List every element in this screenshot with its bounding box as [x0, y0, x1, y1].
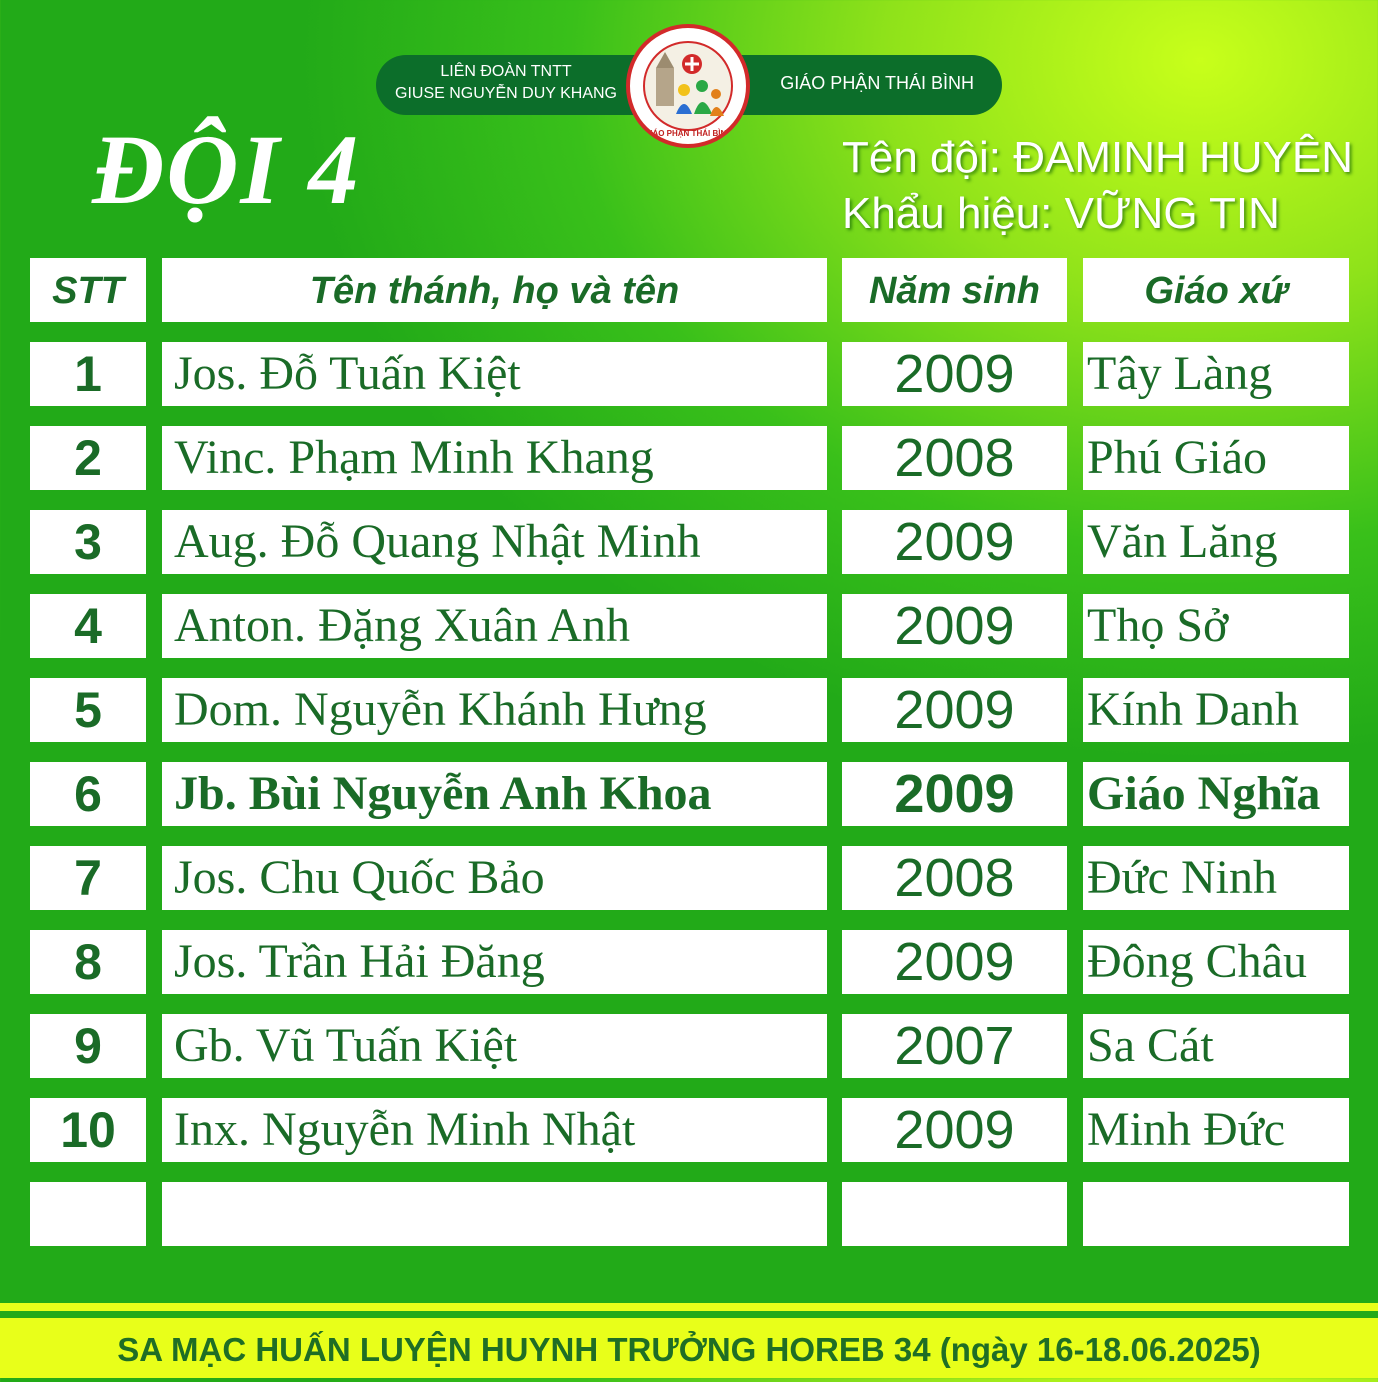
header-name: Tên thánh, họ và tên [162, 258, 827, 322]
team-slogan: Khẩu hiệu: VỮNG TIN [842, 189, 1280, 238]
federation-line-1: LIÊN ĐOÀN TNTT [440, 63, 572, 80]
row-7-parish: Đức Ninh [1083, 846, 1349, 910]
team-info [842, 130, 1353, 242]
row-6-parish: Giáo Nghĩa [1083, 762, 1349, 826]
row-9-parish: Sa Cát [1083, 1014, 1349, 1078]
row-11-stt [30, 1182, 146, 1246]
row-10-parish: Minh Đức [1083, 1098, 1349, 1162]
row-6-year: 2009 [842, 762, 1067, 826]
row-1-parish: Tây Làng [1083, 342, 1349, 406]
row-4-parish: Thọ Sở [1083, 594, 1349, 658]
row-2-stt: 2 [30, 426, 146, 490]
header-parish: Giáo xứ [1083, 258, 1349, 322]
row-8-parish: Đông Châu [1083, 930, 1349, 994]
logo-caption: GIÁO PHẬN THÁI BÌNH [644, 129, 732, 138]
row-5-year: 2009 [842, 678, 1067, 742]
federation-line-2: GIUSE NGUYỄN DUY KHANG [395, 85, 617, 102]
event-footer: SA MẠC HUẤN LUYỆN HUYNH TRƯỞNG HOREB 34 (ngày 16-18.06.2025) [0, 1318, 1378, 1378]
row-3-stt: 3 [30, 510, 146, 574]
footer-divider [0, 1303, 1378, 1311]
diocese-name: GIÁO PHẬN THÁI BÌNH [780, 73, 974, 93]
row-8-year: 2009 [842, 930, 1067, 994]
team-title: ĐỘI 4 [92, 114, 361, 225]
row-1-year: 2009 [842, 342, 1067, 406]
row-5-parish: Kính Danh [1083, 678, 1349, 742]
row-6-name: Jb. Bùi Nguyễn Anh Khoa [162, 762, 827, 826]
row-2-name: Vinc. Phạm Minh Khang [162, 426, 827, 490]
row-4-name: Anton. Đặng Xuân Anh [162, 594, 827, 658]
row-5-stt: 5 [30, 678, 146, 742]
row-9-name: Gb. Vũ Tuấn Kiệt [162, 1014, 827, 1078]
federation-name [376, 61, 636, 105]
row-6-stt: 6 [30, 762, 146, 826]
row-11-year [842, 1182, 1067, 1246]
row-1-name: Jos. Đỗ Tuấn Kiệt [162, 342, 827, 406]
row-3-parish: Văn Lăng [1083, 510, 1349, 574]
row-10-name: Inx. Nguyễn Minh Nhật [162, 1098, 827, 1162]
federation-logo [626, 24, 750, 148]
row-10-year: 2009 [842, 1098, 1067, 1162]
row-9-stt: 9 [30, 1014, 146, 1078]
row-7-stt: 7 [30, 846, 146, 910]
row-3-name: Aug. Đỗ Quang Nhật Minh [162, 510, 827, 574]
header-birth-year: Năm sinh [842, 258, 1067, 322]
row-2-year: 2008 [842, 426, 1067, 490]
row-10-stt: 10 [30, 1098, 146, 1162]
logo-emblem-icon [630, 28, 746, 144]
row-1-stt: 1 [30, 342, 146, 406]
header-stt: STT [30, 258, 146, 322]
team-name: Tên đội: ĐAMINH HUYÊN [842, 133, 1354, 182]
row-7-name: Jos. Chu Quốc Bảo [162, 846, 827, 910]
row-8-name: Jos. Trần Hải Đăng [162, 930, 827, 994]
row-3-year: 2009 [842, 510, 1067, 574]
row-4-stt: 4 [30, 594, 146, 658]
row-11-parish [1083, 1182, 1349, 1246]
row-7-year: 2008 [842, 846, 1067, 910]
row-5-name: Dom. Nguyễn Khánh Hưng [162, 678, 827, 742]
row-9-year: 2007 [842, 1014, 1067, 1078]
row-11-name [162, 1182, 827, 1246]
row-2-parish: Phú Giáo [1083, 426, 1349, 490]
row-8-stt: 8 [30, 930, 146, 994]
row-4-year: 2009 [842, 594, 1067, 658]
